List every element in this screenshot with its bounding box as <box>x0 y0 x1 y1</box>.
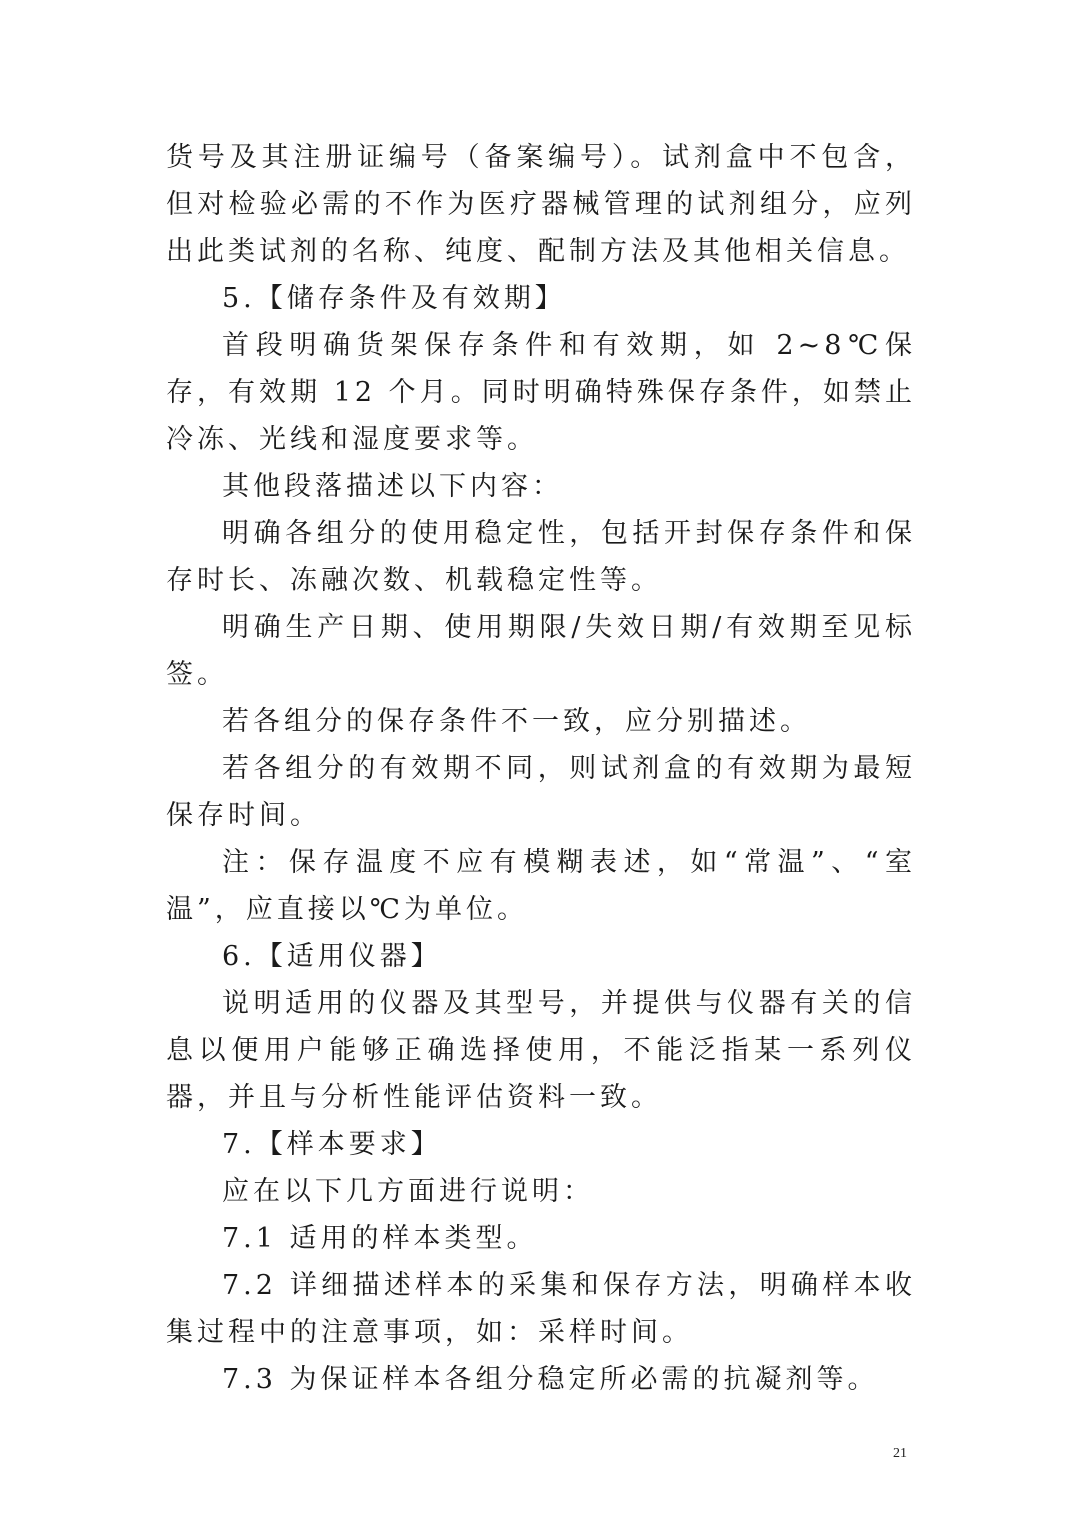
section-heading-sample: 7.【样本要求】 <box>222 1129 442 1160</box>
paragraph-continuation: 货号及其注册证编号（备案编号）。试剂盒中不包含，但对检验必需的不作为医疗器械管理的试剂组分，应列出此类试剂的名称、纯度、配制方法及其他相关信息。 <box>166 142 916 267</box>
page-number: 21 <box>893 1446 907 1461</box>
page-content <box>166 134 916 1403</box>
section-heading-storage: 5.【储存条件及有效期】 <box>222 283 566 314</box>
paragraph-storage-diff: 若各组分的保存条件不一致，应分别描述。 <box>222 706 811 737</box>
paragraph-note: 注：保存温度不应有模糊表述，如“常温”、“室温”，应直接以℃为单位。 <box>166 847 916 925</box>
paragraph-sample-7-2: 7.2 详细描述样本的采集和保存方法，明确样本收集过程中的注意事项，如：采样时间。 <box>166 1270 916 1348</box>
paragraph-sample-7-1: 7.1 适用的样本类型。 <box>222 1223 538 1254</box>
paragraph-expiry-diff: 若各组分的有效期不同，则试剂盒的有效期为最短保存时间。 <box>166 753 916 831</box>
paragraph-instruments: 说明适用的仪器及其型号，并提供与仪器有关的信息以便用户能够正确选择使用，不能泛指某一系列仪器，并且与分析性能评估资料一致。 <box>166 988 916 1113</box>
paragraph-sample-intro: 应在以下几方面进行说明： <box>222 1176 594 1207</box>
paragraph-other-content: 其他段落描述以下内容： <box>222 471 563 502</box>
paragraph-production-date: 明确生产日期、使用期限/失效日期/有效期至见标签。 <box>166 612 916 690</box>
paragraph-stability: 明确各组分的使用稳定性，包括开封保存条件和保存时长、冻融次数、机载稳定性等。 <box>166 518 916 596</box>
paragraph-storage-first: 首段明确货架保存条件和有效期，如 2~8℃保存，有效期 12 个月。同时明确特殊保存条件，如禁止冷冻、光线和湿度要求等。 <box>166 330 916 455</box>
paragraph-sample-7-3: 7.3 为保证样本各组分稳定所必需的抗凝剂等。 <box>222 1364 879 1395</box>
section-heading-instruments: 6.【适用仪器】 <box>222 941 442 972</box>
